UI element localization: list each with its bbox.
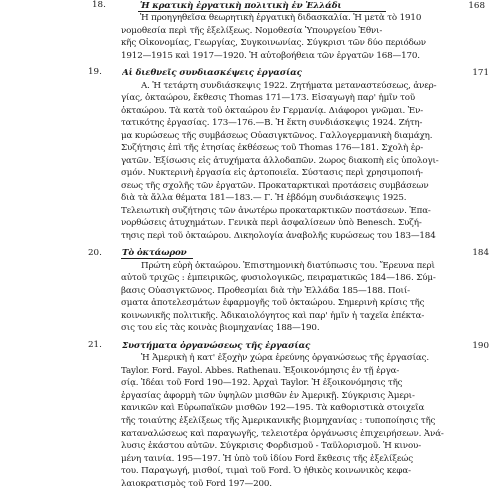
section-text-line: Συζήτησις ἐπὶ τῆς ἐτησίας ἐκθέσεως τοῦ Thomas 176—181. Σχολὴ ἐρ-: [121, 143, 423, 154]
title-underline: [138, 11, 386, 12]
page-number: 171: [472, 68, 489, 79]
section-text-line: Πρώτη εὐρὴ ὀκταώρου. Ἐπιστημονικὴ διατύπωσις του. Ἔρευνα περὶ: [141, 260, 435, 271]
section-text-line: κανικῶν καὶ Εὐρωπαϊκῶν μισθῶν 192—195. Τὰ καθοριστικὰ στοιχεῖα: [121, 403, 425, 414]
section-text-line: νορθώσεις ἀτυχημάτων. Γενικὰ περὶ ἀσφαλίσεων ὑπὸ Benesch. Συζή-: [121, 218, 422, 229]
section-text-line: σμόν. Νυκτερινὴ ἐργασία εἰς ἀρτοποιεῖα. Σύστασις περὶ χρησιμοποιή-: [121, 168, 423, 179]
section-text-line: 1912—1915 καὶ 1917—1920. Ἡ αὐτοβοήθεια τῶν ἐργατῶν 168—170.: [121, 50, 420, 61]
section-title: Αἱ διεθνεῖς συνδιασκέψεις ἐργασίας: [122, 68, 302, 79]
section-text-line: μένη ταινία. 195—197. Ἡ ὑπὸ τοῦ ἰδίου Ford ἔκθεσις τῆς ἐξελίξεώς: [121, 453, 413, 464]
section-text-line: γατῶν. Ἐξίσωσις εἰς ἀτυχήματα ἀλλοδαπῶν. 2ωρος διακοπὴ εἰς ὑπολογι-: [121, 155, 439, 166]
section-text-line: διὰ τὰ ἄλλα θέματα 181—183.— Γ. Ἡ ἑβδόμη συνδιάσκεψις 1925.: [121, 193, 407, 204]
section-text-line: τῆς τοιαύτης ἐξελίξεως τῆς Ἀμερικανικῆς βιομηχανίας : τυποποίησις τῆς: [121, 415, 436, 426]
section-text-line: αὐτοῦ τριχῶς : ἐμπειρικῶς, φυσιολογικῶς, πειραματικῶς 184—186. Σύμ-: [121, 273, 436, 284]
section-text-line: κῆς Οἰκονομίας, Γεωργίας, Συγκοινωνίας. Σύγκρισι τῶν δύο περιόδων: [121, 38, 426, 49]
section-number: 18.: [92, 0, 106, 10]
section-text-line: σίᾳ. Ἰδέαι τοῦ Ford 190—192. Ἀρχαὶ Taylor. Ἡ ἐξοικονόμησις τῆς: [121, 378, 403, 389]
section-text-line: σματα ἀποτελεσμάτων ἐφαρμογῆς τοῦ ὀκταώρου. Σημερινὴ κρίσις τῆς: [121, 298, 425, 309]
section-text-line: ἐργασίας ἀφορμὴ τῶν ὑψηλῶν μισθῶν ἐν Ἀμερικῇ. Σύγκρισις Ἀμερι-: [121, 390, 415, 401]
section-text-line: τησις περὶ τοῦ ὀκταώρου. Δικηολογία ἀναβολῆς κυρώσεως του 183—184: [121, 230, 436, 241]
section-number: 20.: [88, 247, 102, 258]
title-underline: [121, 258, 193, 259]
section-text-line: Ἡ προηγηθεῖσα θεωρητικὴ ἐργατικὴ διδασκαλία. Ἡ μετὰ τὸ 1910: [140, 13, 422, 24]
section-text-line: Τελειωτικὴ συζήτησις τῶν ἀνωτέρω προκαταρκτικῶν ποστάσεων. Ἐπα-: [121, 205, 431, 216]
section-text-line: κοινωνικῆς πολιτικῆς. Ἀδικαιολόγητος καὶ παρ' ἡμῖν ἡ ταχεῖα ἐπέκτα-: [121, 310, 425, 321]
section-text-line: νομοθεσία περὶ τῆς ἐξελίξεως. Νομοθεσία Ὑπουργείου Ἐθνι-: [121, 25, 383, 36]
section-title: Συστήματα ὀργανώσεως τῆς ἐργασίας: [122, 340, 311, 351]
section-text-line: σεως τῆς σχολῆς τῶν ἐργατῶν. Προκαταρκτικαὶ προτάσεις συμβάσεων: [121, 180, 429, 191]
section-text-line: μα κυρώσεως τῆς συμβάσεως Οὐασιγκτῶνος. Γαλλογερμανικὴ διαμάχη.: [121, 130, 433, 141]
section-title: Τὸ ὀκτάωρον: [122, 248, 187, 259]
section-text-line: βασις Οὐασιγκτῶνος. Προθεσμίαι διὰ τὴν Ἑλλάδα 185—188. Ποιί-: [121, 285, 410, 296]
section-text-line: λαιοκρατισμὸς τοῦ Ford 197—200.: [121, 478, 272, 489]
section-number: 21.: [88, 340, 102, 351]
section-text-line: Ἡ Ἀμερικὴ ἡ κατ' ἐξοχὴν χώρα ἐρεύνης ὀργανώσεως τῆς ἐργασίας.: [141, 353, 429, 364]
section-number: 19.: [88, 67, 102, 78]
section-text-line: λυσις ἑκάστου αὐτῶν. Σύγκρισις Φορδισμοῦ - Ταϋλορισμοῦ. Ἡ κινου-: [121, 441, 421, 452]
section-text-line: του. Παραγωγή, μισθοί, τιμαὶ τοῦ Ford. Ὁ ἠθικὸς κοινωνικὸς κεφα-: [121, 466, 411, 477]
section-text-line: καταναλώσεως καὶ παραγωγῆς, τελειοτέρα ὀργάνωσις ἐπιχειρήσεων. Ἀνά-: [121, 428, 444, 439]
section-text-line: τατικότης ἐργασίας. 173—176.—Β. Ἡ ἕκτη συνδιάσκεψις 1924. Ζήτη-: [121, 118, 423, 129]
page-number: 184: [472, 248, 489, 259]
section-text-line: ὀκταώρου. Τὰ κατὰ τοῦ ὀκταώρου ἐν Γερμανίᾳ. Διάφοροι γνῶμαι. Ἐν-: [121, 105, 424, 116]
section-text-line: Α. Ἡ τετάρτη συνδιάσκεψις 1922. Ζητήματα μεταναστεύσεως, ἀνερ-: [141, 80, 437, 91]
page-number: 190: [472, 340, 489, 351]
section-title: Ἡ κρατικὴ ἐργατικὴ πολιτικὴ ἐν Ἑλλάδι: [140, 0, 342, 11]
section-text-line: Taylor. Ford. Fayol. Abbes. Rathenau. Ἐξοικονόμησις ἐν τῇ ἐργα-: [121, 365, 400, 376]
section-text-line: γίας, ὀκταώρου, ἔκθεσις Thomas 171—173. Εἰσαγωγὴ παρ' ἡμῖν τοῦ: [121, 93, 416, 104]
section-text-line: σις του εἰς τὰς κοινὰς βιομηχανίας 188—190.: [121, 323, 320, 334]
page-number: 168: [468, 0, 485, 11]
